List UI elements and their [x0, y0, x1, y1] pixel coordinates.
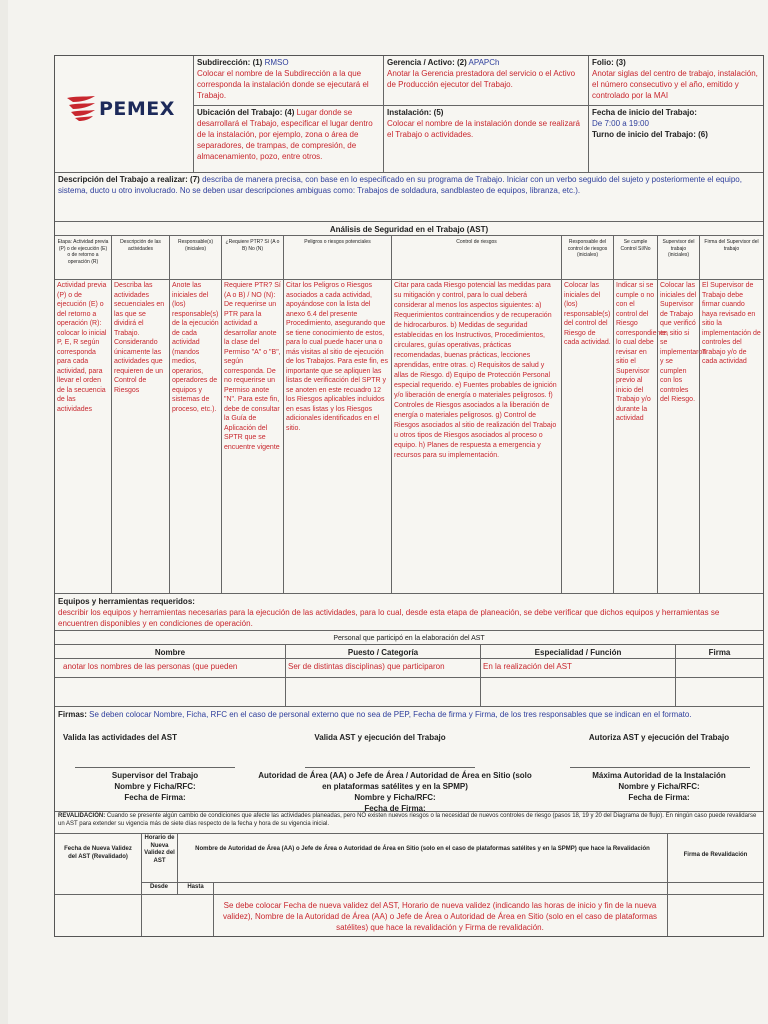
firmas-col1-title: Valida las actividades del AST [63, 733, 177, 742]
firmas-section [55, 707, 763, 812]
ast-header-9: Supervisor del trabajo (iniciales) [657, 236, 699, 280]
ast-header-2: Descripción de las actividades [111, 236, 169, 280]
col-especialidad: Especialidad / Función [480, 645, 675, 659]
firmas-col3-title: Autoriza AST y ejecución del Trabajo [588, 733, 730, 742]
ast-cell-4: Requiere PTR? Sí (A o B) / NO (N): De requerirse un PTR para la actividad a desarrollar anote la clase del Permiso "A" o "B", según corresponda. De no requerirse un Permiso anote "N". Para este fin, debe de consultar la Guía de Aplicación del SPTR que se encuentre vigente [221, 280, 283, 593]
firmas-col1-role: Supervisor del Trabajo [111, 771, 199, 780]
ast-header-3: Responsable(s) (iniciales) [169, 236, 221, 280]
firmas-col2-title: Valida AST y ejecución del Trabajo [314, 733, 446, 742]
reval-col-hasta: Hasta [177, 882, 213, 894]
ast-title: Análisis de Seguridad en el Trabajo (AST) [55, 222, 763, 236]
ast-cell-10: El Supervisor de Trabajo debe firmar cuando haya revisado en sitio la implementación de controles del Trabajo y/o de cada actividad [699, 280, 763, 593]
logo-text: PEMEX [99, 98, 175, 120]
equipos-text: describir los equipos y herramientas necesarias para la ejecución de las actividades, para lo cual, desde esta etapa de planeación, se debe verificar que dichos equipos y herramientas se encuentren disponibles y en condiciones de operación. [58, 608, 720, 628]
revalidacion-table [55, 834, 763, 936]
gerencia-code: APAPCh [468, 58, 500, 67]
ast-header-10: Firma del Supervisor del trabajo [699, 236, 763, 280]
ast-form [54, 55, 764, 937]
equipos-label: Equipos y herramientas requeridos: [58, 597, 195, 606]
ast-cell-9: Colocar las iniciales del Supervisor de Trabajo que verificó en sitio si se implementaron y se cumplen con los controles del Riesgo. [657, 280, 699, 593]
instalacion-text: Colocar el nombre de la instalación donde se realizará el Trabajo o actividades. [387, 119, 580, 139]
firmas-col3-fecha: Fecha de Firma: [628, 793, 690, 802]
personal-nombre-text: anotar los nombres de las personas (que pueden [63, 662, 238, 671]
personal-body [55, 659, 763, 707]
ast-cell-2: Describa las actividades secuenciales en las que se dividirá el Trabajo. Considerando únicamente las actividades que requieren de un Control de Riesgos [111, 280, 169, 593]
subdireccion-text: Colocar el nombre de la Subdirección a la que corresponda la instalación donde se ejecutará el Trabajo. [197, 69, 369, 100]
folio-text: Anotar siglas del centro de trabajo, instalación, el número consecutivo y el año, emitido y controlado por la MAI [592, 69, 758, 100]
firma-line-1[interactable] [75, 767, 235, 768]
revalidacion-note [55, 812, 763, 834]
firmas-col2-nombre: Nombre y Ficha/RFC: [354, 793, 436, 802]
personal-puesto-text: Ser de distintas disciplinas) que participaron [285, 659, 480, 707]
turno-label: Turno de inicio del Trabajo: (6) [592, 130, 708, 139]
firmas-col3-role: Máxima Autoridad de la Instalación [592, 771, 726, 780]
firma-line-3[interactable] [570, 767, 750, 768]
ast-header-8: Se cumple Control Sí/No [613, 236, 657, 280]
firmas-col1-nombre: Nombre y Ficha/RFC: [114, 782, 196, 791]
firmas-col2-fecha: Fecha de Firma: [364, 804, 426, 813]
ast-cell-6: Citar para cada Riesgo potencial las medidas para su mitigación y control, para lo cual deberá considerar al menos los aspectos siguientes: a) Requerimientos contraincendios y de recuperación de hidrocarburos. b) Medidas de seguridad establecidas en los Instructivos, Procedimientos, circulares, guías operativas, prácticas recomendadas, buenas prácticas, lecciones aprendidas, entre otras. c) Requisitos de salud y allas de Riesgo. d) Equipo de Protección Personal especial requerido. e) Fuentes probables de ignición y/o liberación de energía o materiales peligrosos. f) Controles de Riesgos asociados a la liberación de energía o materiales peligrosos. g) Control de Riesgos asociados al sitio de realización del Trabajo u otros tipos de Riesgos asociados al proceso o equipo. h) Planes de respuesta a emergencia y recursos para su implementación. [391, 280, 561, 593]
personal-title: Personal que participó en la elaboración del AST [55, 631, 763, 645]
firmas-col2-role: Autoridad de Área (AA) o Jefe de Área / Autoridad de Área en Sitio (solo en plataformas satélites y en la SPMP) [258, 771, 532, 791]
subdireccion-cell [193, 56, 383, 105]
ubicacion-text: Lugar donde se desarrollará el Trabajo, especificar el lugar dentro de la instalación, por ejemplo, zona o área de separadores, de trampas, de compresión, de almacenamiento, pozo, entre otros. [197, 108, 373, 161]
subdireccion-label: Subdirección: (1) [197, 58, 263, 67]
ast-cell-3: Anote las iniciales del (los) responsable(s) de la ejecución de cada actividad (mandos medios, operarios, operadores de equipos y sistemas de proceso, etc.). [169, 280, 221, 593]
pemex-eagle-icon [65, 94, 97, 122]
pemex-logo [65, 94, 185, 124]
descripcion-label: Descripción del Trabajo a realizar: (7) [58, 175, 200, 184]
folio-label: Folio: (3) [592, 58, 626, 67]
personal-firma-field[interactable] [675, 659, 763, 707]
ast-cell-7: Colocar las iniciales del (los) responsable(s) del control del Riesgo de cada actividad. [561, 280, 613, 593]
firmas-col1-fecha: Fecha de Firma: [124, 793, 186, 802]
gerencia-label: Gerencia / Activo: (2) [387, 58, 467, 67]
instalacion-label: Instalación: (5) [387, 108, 444, 117]
firmas-label: Firmas: [58, 710, 87, 719]
ast-header-6: Control de riesgos [391, 236, 561, 280]
ubicacion-label: Ubicación del Trabajo: (4) [197, 108, 295, 117]
equipos-section [55, 593, 763, 631]
revalidacion-label: REVALIDACIÓN: [58, 813, 106, 819]
reval-col-fecha: Fecha de Nueva Validez del AST (Revalidado) [64, 846, 132, 860]
descripcion-section [55, 173, 763, 222]
ast-cell-1: Actividad previa (P) o de ejecución (E) o del retorno a operación (R): colocar lo inicial P, E, R según corresponda para cada actividad, para llevar el orden de la secuencia de las actividades [57, 282, 107, 413]
firmas-text: Se deben colocar Nombre, Ficha, RFC en el caso de personal externo que no sea de PEP, Fecha de firma y Firma, de los tres responsables que se indican en el formato. [89, 710, 692, 719]
fecha-inicio-value: De 7:00 a 19:00 [592, 119, 649, 128]
ast-header-4: ¿Requiere PTR? Sí (A o B) No (N) [221, 236, 283, 280]
ubicacion-cell [193, 105, 383, 173]
col-nombre: Nombre [154, 648, 186, 657]
form-header [55, 56, 763, 173]
reval-instruction: Se debe colocar Fecha de nueva validez del AST, Horario de nueva validez (indicando las horas de inicio y fin de la nueva validez), Nombre de la Autoridad de Área (AA) o Jefe de Área o Autoridad de Área en Sitio (solo en el caso de plataformas satélites) que hace la revalidación y Firma de revalidación. [222, 901, 658, 932]
gerencia-cell [383, 56, 588, 105]
folio-cell [588, 56, 763, 105]
firmas-col3-nombre: Nombre y Ficha/RFC: [618, 782, 700, 791]
revalidacion-text: Cuando se presente algún cambio de condiciones que afecte las actividades planeadas, pero NO existen nuevos riesgos o la necesidad de nuevos controles de riesgo (pasos 18, 19 y 20 del Diagrama de flujo). En ningún caso puede revalidarse un AST para extender su vigencia más de siete días respecto de la fecha y hora de su vigencia inicial. [58, 813, 757, 827]
ast-cell-5: Citar los Peligros o Riesgos asociados a cada actividad, apoyándose con la lista del anexo 6.4 del presente Procedimiento, asegurando que se tiene conocimiento de estos, para lo cual puede hacer una o más visitas al sitio de ejecución de los Trabajos. Para este fin, es importante que se apliquen las listas de verificación del SPTR y se anoten en este recuadro 12 los Riesgos aplicables incluidos en esas listas y los Riesgos adicionales identificados en el sitio. [283, 280, 391, 593]
ast-header-1: Etapa: Actividad previa (P) o de ejecución (E) o de retorno a operación (R) [57, 239, 109, 265]
personal-especialidad-text: En la realización del AST [480, 659, 675, 707]
ast-header-5: Peligros o riesgos potenciales [283, 236, 391, 280]
ast-table [55, 236, 763, 593]
reval-col-firma: Firma de Revalidación [667, 834, 763, 882]
instalacion-cell [383, 105, 588, 173]
ast-cell-8: Indicar si se cumple o no con el control del Riesgo correspondiente, lo cual debe revisar en sitio el Supervisor previo al inicio del Trabajo y/o durante la actividad [613, 280, 657, 593]
firma-line-2[interactable] [305, 767, 475, 768]
col-puesto: Puesto / Categoría [285, 645, 480, 659]
personal-header-row [55, 645, 763, 659]
reval-col-nombre: Nombre de Autoridad de Área (AA) o Jefe de Área o Autoridad de Área en Sitio (solo en el caso de plataformas satélites y en la SPMP) que hace la Revalidación [177, 834, 667, 882]
gerencia-text: Anotar la Gerencia prestadora del servicio o el Activo de Producción ejecutor del Trabajo. [387, 69, 576, 89]
reval-col-horario: Horario de Nueva Validez del AST [141, 834, 177, 882]
ast-header-7: Responsable del control de riesgos (iniciales) [561, 236, 613, 280]
descripcion-text: describa de manera precisa, con base en lo especificado en su programa de Trabajo. Iniciar con un verbo seguido del sujeto y posteriormente el equipo, sistema, ducto u otro involucrado. No se deben usar descripciones ambiguas como: Trabajos de soldadura, sandblasteo de equipos, libranza, etc.). [58, 175, 742, 195]
subdireccion-code: RMSO [264, 58, 289, 67]
fecha-inicio-cell [588, 105, 763, 173]
reval-col-desde: Desde [149, 884, 168, 890]
col-firma: Firma [675, 645, 763, 659]
fecha-inicio-label: Fecha de inicio del Trabajo: [592, 108, 697, 117]
